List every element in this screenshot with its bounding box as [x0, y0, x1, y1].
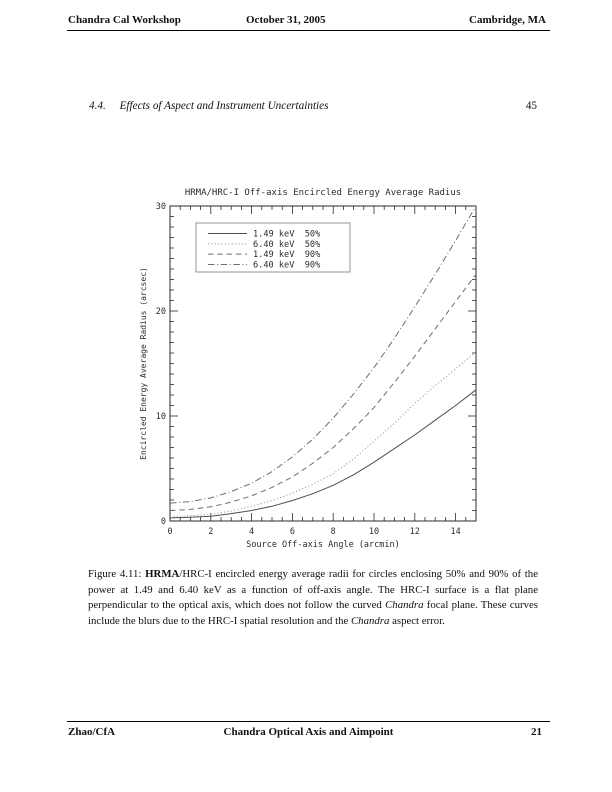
x-tick-label: 4: [249, 527, 255, 537]
y-tick-label: 10: [155, 412, 166, 422]
page-header: [67, 14, 550, 31]
y-axis-ticks: [170, 206, 476, 521]
caption-segment: Figure 4.11:: [88, 568, 146, 580]
series-6-40-kev-90-: [170, 206, 476, 503]
legend-label: 1.49 keV 50%: [253, 229, 321, 240]
x-tick-label: 10: [368, 527, 380, 537]
section-heading: [89, 100, 537, 112]
footer-page-number: 21: [531, 726, 542, 738]
series-1-49-kev-50-: [170, 390, 476, 518]
header-location: Cambridge, MA: [469, 14, 546, 26]
footer-paper-title: Chandra Optical Axis and Aimpoint: [223, 726, 394, 738]
y-axis-label: Encircled Energy Average Radius (arcsec): [139, 267, 148, 460]
x-tick-label: 14: [450, 527, 461, 537]
x-axis-ticks: [170, 206, 476, 521]
y-tick-label: 0: [160, 517, 166, 527]
chart-title: HRMA/HRC-I Off-axis Encircled Energy Average Radius: [184, 188, 462, 198]
legend-entry: [208, 260, 321, 270]
legend-label: 6.40 keV 50%: [253, 239, 321, 250]
legend-entry: [208, 230, 321, 240]
x-tick-label: 2: [208, 527, 214, 537]
x-tick-label: 8: [330, 527, 336, 537]
series-6-40-kev-50-: [170, 352, 476, 516]
series-1-49-kev-90-: [170, 274, 476, 510]
legend-entry: [208, 250, 321, 260]
caption-segment: HRMA: [145, 568, 180, 580]
chart-legend: [196, 223, 350, 272]
caption-segment: Chandra: [385, 599, 424, 612]
header-date: October 31, 2005: [246, 14, 326, 26]
x-tick-label: 12: [409, 527, 420, 537]
encircled-energy-chart: [130, 178, 495, 568]
plot-frame: [170, 206, 476, 521]
x-axis-label: Source Off-axis Angle (arcmin): [246, 540, 400, 550]
section-title: Effects of Aspect and Instrument Uncertainties: [119, 100, 329, 112]
caption-segment: Chandra: [350, 615, 390, 628]
footer-author: Zhao/CfA: [68, 726, 116, 738]
section-page-number: 45: [525, 100, 537, 112]
caption-segment: focal plane. These curves include the blurs due to the HRC-I spatial resolution and the: [88, 599, 538, 628]
figure-caption: [88, 567, 538, 630]
caption-segment: /HRC-I encircled energy average radii for circles enclosing 50% and 90% of the power at 1.49 and 6.40 keV as a function of off-axis angle. The HRC-I surface is a flat plane perpendicular to the optical axis, which does not follow the curved: [88, 568, 538, 612]
caption-segment: aspect error.: [389, 615, 445, 628]
y-tick-label: 20: [155, 307, 166, 317]
legend-label: 1.49 keV 90%: [253, 250, 321, 261]
section-number: 4.4.: [89, 100, 106, 112]
header-workshop-name: Chandra Cal Workshop: [68, 14, 181, 26]
legend-entry: [208, 240, 321, 250]
x-tick-label: 6: [289, 527, 295, 537]
page-footer: [67, 721, 550, 740]
y-tick-label: 30: [155, 202, 166, 212]
legend-label: 6.40 keV 90%: [253, 260, 321, 271]
x-tick-label: 0: [167, 527, 173, 537]
